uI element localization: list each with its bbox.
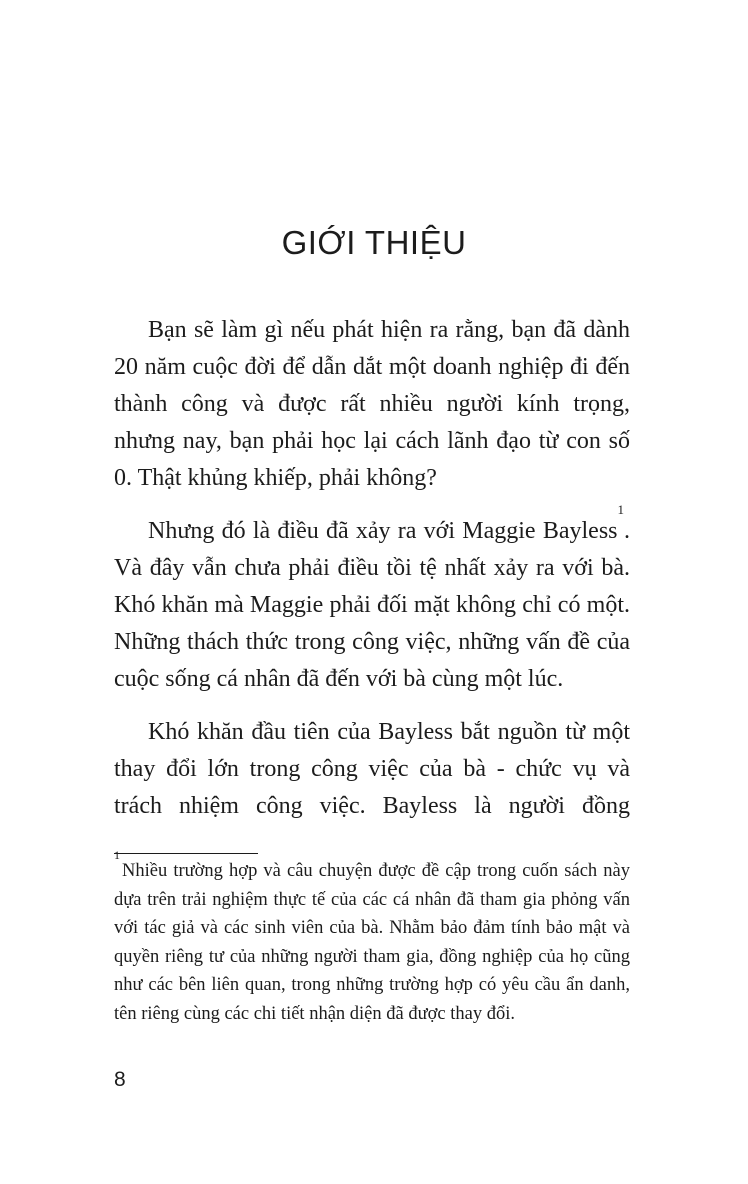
paragraph-1: Bạn sẽ làm gì nếu phát hiện ra rằng, bạn đã dành 20 năm cuộc đời để dẫn dắt một doanh nghiệp đi đến thành công và được rất nhiều người kính trọng, nhưng nay, bạn phải học lại cách lãnh đạo từ con số 0. Thật khủng khiếp, phải không?	[114, 317, 630, 491]
paragraph-3: Khó khăn đầu tiên của Bayless bắt nguồn từ một thay đổi lớn trong công việc của bà - chức vụ và trách nhiệm công việc. Bayless là người đồng	[114, 719, 630, 819]
body-text	[114, 312, 630, 841]
footnote-divider	[114, 853, 258, 854]
footnote	[114, 848, 630, 1029]
chapter-title: GIỚI THIỆU	[281, 224, 467, 261]
footnote-marker: 1	[114, 848, 120, 862]
paragraph-2-text-end: . Và đây vẫn chưa phải điều tồi tệ nhất xảy ra với bà. Khó khăn mà Maggie phải đối mặt không chỉ có một. Những thách thức trong công việc, những vấn đề của cuộc sống cá nhân đã đến với bà cùng một lúc.	[114, 518, 630, 692]
page-number: 8	[114, 1068, 126, 1091]
footnote-reference[interactable]: 1	[617, 502, 624, 517]
footnote-text: Nhiều trường hợp và câu chuyện được đề cập trong cuốn sách này dựa trên trải nghiệm thực tế của các cá nhân đã tham gia phỏng vấn với tác giả và các sinh viên của bà. Nhằm bảo đảm tính bảo mật và quyền riêng tư của những người tham gia, đồng nghiệp của họ cũng như các bên liên quan, trong những trường hợp có yêu cầu ẩn danh, tên riêng cùng các chi tiết nhận diện đã được thay đổi.	[114, 861, 630, 1024]
paragraph-2-text-start: Nhưng đó là điều đã xảy ra với Maggie Bayless	[148, 518, 618, 544]
paragraph-2	[114, 502, 630, 698]
